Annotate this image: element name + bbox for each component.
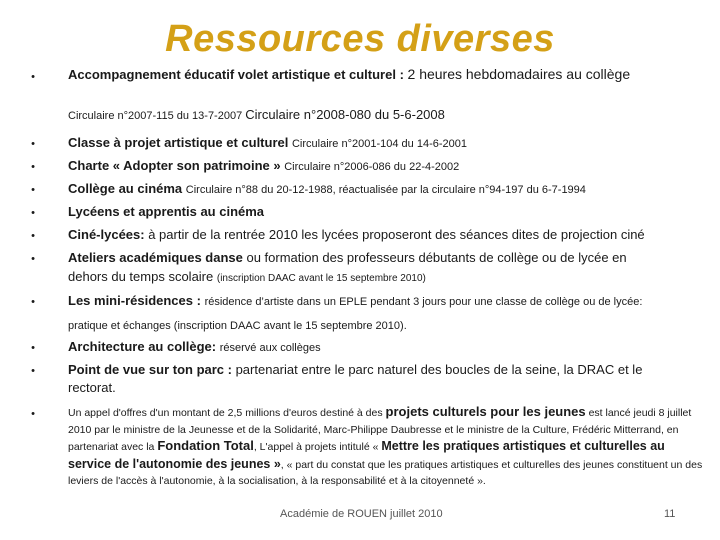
bullet-icon: •	[31, 365, 35, 377]
item-detail: 2 heures hebdomadaires au collège	[407, 66, 631, 82]
bullet-icon: •	[31, 207, 35, 219]
item-detail: Circulaire n°2001-104 du 14-6-2001	[291, 138, 467, 150]
item-heading: Ciné-lycées:	[68, 227, 149, 242]
item-heading: Les mini-résidences :	[68, 293, 205, 308]
paragraph-emphasis: Fondation Total	[157, 438, 254, 453]
item-detail: partenariat entre le parc naturel des boucles de la seine, la DRAC et le	[235, 362, 643, 377]
item-note: (inscription DAAC avant le 15 septembre 2010)	[216, 273, 426, 284]
page-number: 11	[664, 508, 676, 520]
bullet-icon: •	[31, 230, 35, 242]
item-detail: dehors du temps scolaire	[68, 269, 217, 284]
item-detail: ou formation des professeurs débutants de collège ou de lycée en	[246, 250, 627, 265]
circular-reference: Circulaire n°2008-080 du 5-6-2008	[245, 107, 445, 122]
item-heading: Collège au cinéma	[68, 181, 186, 196]
item-heading: Architecture au collège:	[68, 339, 220, 354]
item-detail: Circulaire n°2006-086 du 22-4-2002	[284, 161, 460, 173]
item-heading: Charte « Adopter son patrimoine »	[68, 158, 285, 173]
paragraph-text: est lancé jeudi 8 juillet 2010 par le ministre de la Jeunesse et de la Solidarité, Marc-Philippe Daubresse et le ministre de la Culture, Frédéric Mitterrand, en partenariat avec la	[68, 407, 692, 453]
paragraph-emphasis: projets culturels pour les jeunes	[385, 404, 586, 419]
item-detail: à partir de la rentrée 2010 les lycées proposeront des séances dites de projection ciné	[148, 227, 645, 242]
item-detail: pratique et échanges (inscription DAAC avant le 15 septembre 2010).	[68, 320, 407, 332]
item-heading: Accompagnement éducatif volet artistique et culturel :	[68, 67, 408, 82]
item-detail: résidence d’artiste dans un EPLE pendant 3 jours pour une classe de collège ou de lycée:	[204, 296, 643, 308]
bullet-icon: •	[31, 184, 35, 196]
paragraph-text: Un appel d'offres d'un montant de 2,5 millions d'euros destiné à des	[68, 407, 386, 419]
bullet-icon: •	[31, 296, 35, 308]
bullet-icon: •	[31, 71, 35, 83]
item-detail: réservé aux collèges	[219, 342, 321, 354]
item-heading: Ateliers académiques danse	[68, 250, 247, 265]
footer-text: Académie de ROUEN juillet 2010	[280, 508, 443, 520]
item-detail: rectorat.	[68, 380, 116, 395]
paragraph-text: , L'appel à projets intitulé «	[253, 441, 382, 453]
bullet-icon: •	[31, 161, 35, 173]
item-heading: Classe à projet artistique et culturel	[68, 135, 292, 150]
bullet-icon: •	[31, 253, 35, 265]
item-heading: Point de vue sur ton parc :	[68, 362, 236, 377]
bullet-icon: •	[31, 138, 35, 150]
item-heading: Lycéens et apprentis au cinéma	[68, 204, 265, 219]
footer	[0, 508, 720, 524]
page-title: Ressources diverses	[165, 18, 555, 60]
paragraph-emphasis: Mettre les pratiques artistiques et culturelles au service de l'autonomie des jeunes »	[68, 439, 665, 471]
bullet-icon: •	[31, 342, 35, 354]
item-detail: Circulaire n°88 du 20-12-1988, réactualisée par la circulaire n°94-197 du 6-7-1994	[185, 184, 586, 196]
circular-reference: Circulaire n°2007-115 du 13-7-2007	[68, 110, 246, 122]
paragraph-text: , « part du constat que les pratiques artistiques et culturelles des jeunes constituent un des leviers de l'accès à l'autonomie, à la socialisation, à la responsabilité et à la citoyenneté ».	[68, 458, 703, 487]
bullet-icon: •	[31, 408, 35, 420]
